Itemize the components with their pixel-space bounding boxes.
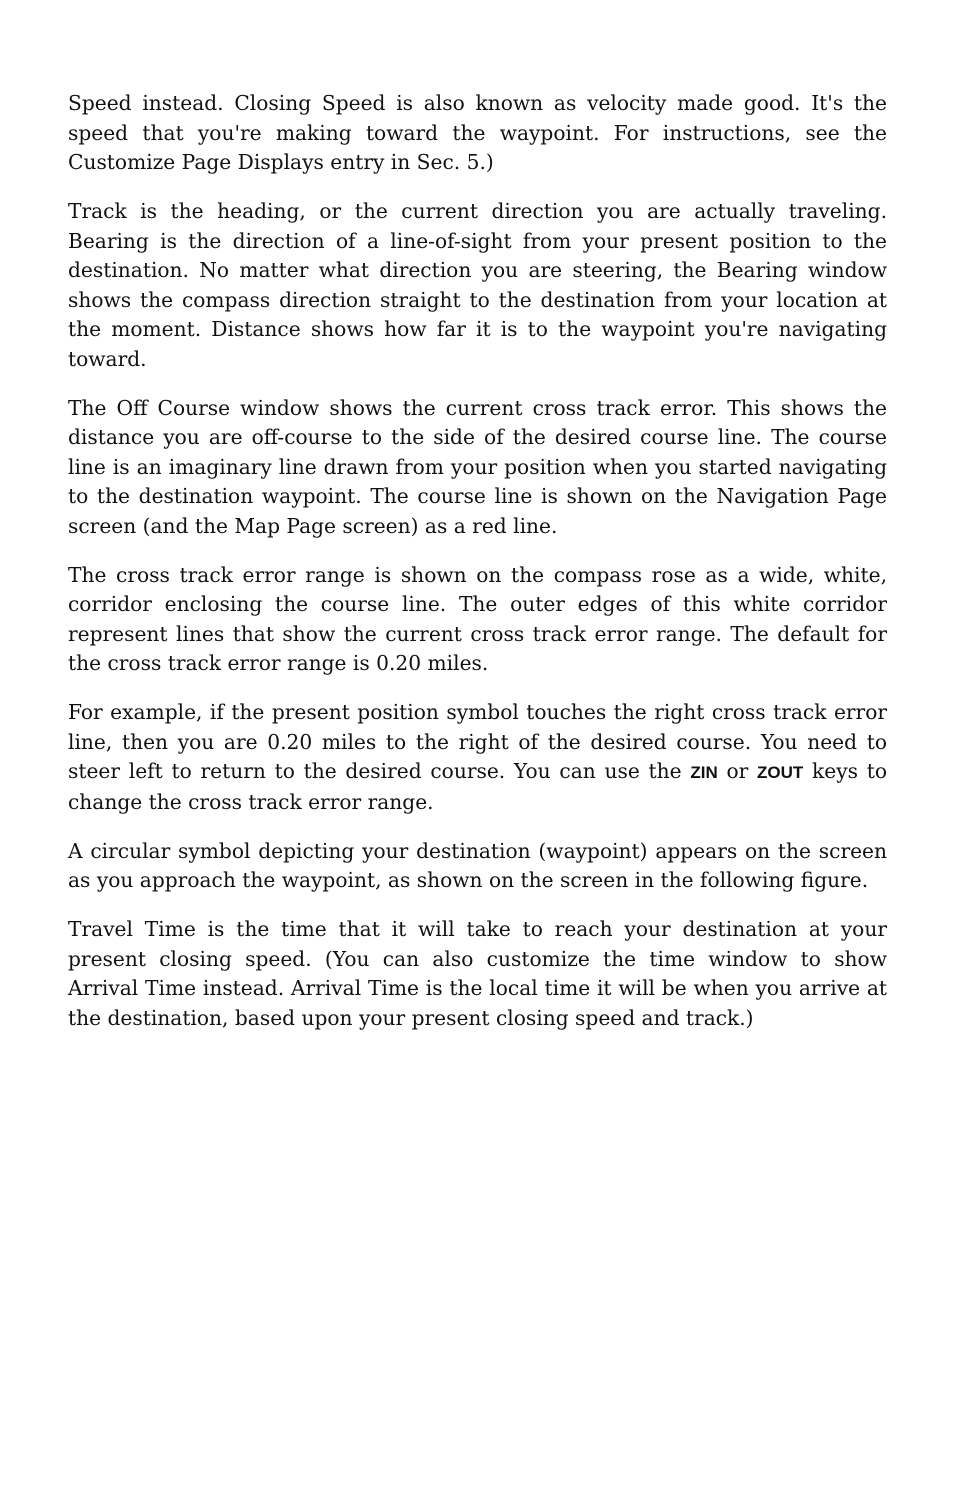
zout-key-label: ZOUT <box>757 763 804 782</box>
document-body <box>68 89 887 1053</box>
paragraph-off-course: The Off Course window shows the current cross track error. This shows the distance you are off-course to the side of the desired course line. The course line is an imaginary line drawn from your position when you started navigating to the destination waypoint. The course line is shown on the Navigation Page screen (and the Map Page screen) as a red line. <box>68 395 887 538</box>
example-text-or: or <box>717 759 758 783</box>
paragraph-cross-track-range: The cross track error range is shown on the compass rose as a wide, white, corridor enclosing the course line. The outer edges of this white corridor represent lines that show the current cross track error range. The default for the cross track error range is 0.20 miles. <box>68 562 887 675</box>
zin-key-label: ZIN <box>690 763 718 782</box>
paragraph-track-bearing: Track is the heading, or the current direction you are actually traveling. Bearing is the direction of a line-of-sight from your present position to the destination. No matter what direction you are steering, the Bearing window shows the compass direction straight to the destination from your location at the moment. Distance shows how far it is to the waypoint you're navigating toward. <box>68 199 887 371</box>
paragraph-closing-speed: Speed instead. Closing Speed is also known as velocity made good. It's the speed that you're making toward the waypoint. For instructions, see the Customize Page Displays entry in Sec. 5.) <box>68 91 887 174</box>
paragraph-waypoint-symbol: A circular symbol depicting your destination (waypoint) appears on the screen as you approach the waypoint, as shown on the screen in the following figure. <box>68 838 887 892</box>
example-text-end: keys to change the cross track error range. <box>68 759 888 814</box>
paragraph-travel-time: Travel Time is the time that it will take to reach your destination at your present closing speed. (You can also customize the time window to show Arrival Time instead. Arrival Time is the local time it will be when you arrive at the destination, based upon your present closing speed and track.) <box>68 917 887 1030</box>
example-text-start: For example, if the present position symbol touches the right cross track error line, then you are 0.20 miles to the right of the desired course. You need to steer left to return to the desired course. You can use the <box>68 700 887 783</box>
paragraph-example-keys <box>68 698 887 817</box>
